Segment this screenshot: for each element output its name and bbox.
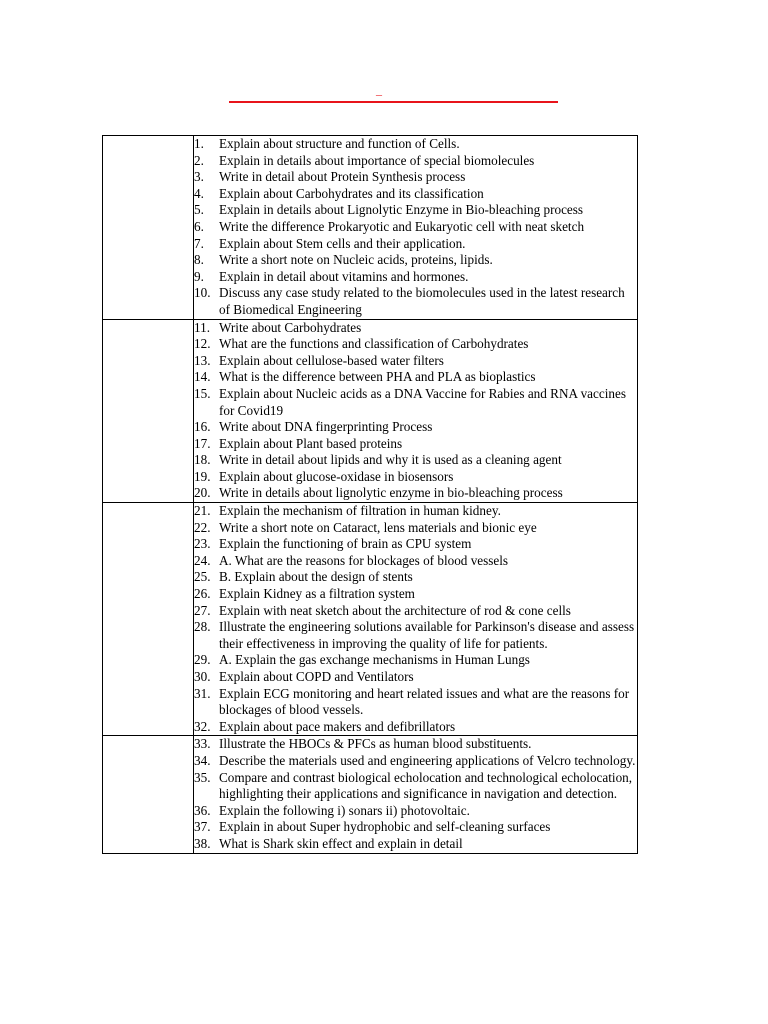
question-text: Explain about structure and function of Cells. bbox=[219, 136, 460, 151]
question-item bbox=[194, 186, 637, 203]
question-number: 26. bbox=[194, 586, 211, 602]
unit-label-cell bbox=[103, 136, 194, 320]
question-number: 9. bbox=[194, 268, 204, 284]
question-number: 8. bbox=[194, 252, 204, 268]
question-number: 20. bbox=[194, 485, 211, 501]
question-item bbox=[194, 386, 637, 419]
question-number: 25. bbox=[194, 569, 211, 585]
header-mark: _ bbox=[376, 83, 382, 97]
question-text: Illustrate the HBOCs & PFCs as human blood substituents. bbox=[219, 736, 532, 752]
question-text: Explain in detail about vitamins and hormones. bbox=[219, 268, 469, 284]
question-item bbox=[194, 136, 637, 153]
question-number: 18. bbox=[194, 452, 211, 468]
question-item bbox=[194, 436, 637, 453]
question-item bbox=[194, 219, 637, 236]
question-item bbox=[194, 320, 637, 337]
question-item bbox=[194, 503, 637, 520]
question-item bbox=[194, 803, 637, 820]
question-number: 31. bbox=[194, 685, 211, 701]
question-text: Explain about pace makers and defibrillators bbox=[219, 718, 456, 734]
question-item bbox=[194, 236, 637, 253]
question-number: 14. bbox=[194, 369, 211, 385]
question-list-cell bbox=[194, 319, 638, 503]
question-number: 7. bbox=[194, 235, 204, 251]
question-list-cell bbox=[194, 136, 638, 320]
question-item bbox=[194, 369, 637, 386]
question-item bbox=[194, 619, 637, 652]
question-number: 13. bbox=[194, 352, 211, 368]
question-list-cell bbox=[194, 503, 638, 736]
question-item bbox=[194, 686, 637, 719]
question-table bbox=[102, 135, 638, 854]
question-item bbox=[194, 353, 637, 370]
question-text: Write the difference Prokaryotic and Eukaryotic cell with neat sketch bbox=[219, 218, 585, 234]
question-item bbox=[194, 452, 637, 469]
question-text: Write a short note on Cataract, lens materials and bionic eye bbox=[219, 519, 537, 535]
question-text: Explain about COPD and Ventilators bbox=[219, 669, 414, 684]
question-item bbox=[194, 252, 637, 269]
question-number: 1. bbox=[194, 136, 204, 151]
question-number: 12. bbox=[194, 336, 211, 352]
question-number: 6. bbox=[194, 218, 204, 234]
question-number: 10. bbox=[194, 285, 211, 301]
question-item bbox=[194, 586, 637, 603]
question-text: Write about Carbohydrates bbox=[219, 319, 362, 335]
question-item bbox=[194, 520, 637, 537]
question-item bbox=[194, 202, 637, 219]
unit-section bbox=[103, 136, 638, 320]
question-item bbox=[194, 536, 637, 553]
question-number: 33. bbox=[194, 736, 211, 752]
question-number: 15. bbox=[194, 385, 211, 401]
question-number: 4. bbox=[194, 185, 204, 201]
unit-section bbox=[103, 503, 638, 736]
header-underline bbox=[229, 101, 558, 103]
question-item bbox=[194, 153, 637, 170]
question-item bbox=[194, 336, 637, 353]
question-text: Explain Kidney as a filtration system bbox=[219, 586, 415, 602]
unit-label-cell bbox=[103, 736, 194, 853]
question-number: 3. bbox=[194, 169, 204, 185]
question-item bbox=[194, 652, 637, 669]
question-number: 36. bbox=[194, 802, 211, 818]
question-number: 23. bbox=[194, 536, 211, 552]
question-item bbox=[194, 285, 637, 318]
question-text: Describe the materials used and engineering applications of Velcro technology. bbox=[219, 752, 636, 768]
question-number: 28. bbox=[194, 619, 211, 635]
question-number: 21. bbox=[194, 503, 211, 519]
question-item bbox=[194, 669, 637, 686]
question-text: Explain about Carbohydrates and its classification bbox=[219, 185, 484, 201]
question-text: Write in details about lignolytic enzyme in bio-bleaching process bbox=[219, 485, 563, 501]
question-number: 37. bbox=[194, 819, 211, 835]
question-text: What is Shark skin effect and explain in detail bbox=[219, 835, 463, 851]
question-text: Explain the functioning of brain as CPU system bbox=[219, 536, 472, 552]
question-number: 2. bbox=[194, 152, 204, 168]
question-number: 24. bbox=[194, 552, 211, 568]
question-text: What is the difference between PHA and PLA as bioplastics bbox=[219, 369, 536, 385]
question-item bbox=[194, 603, 637, 620]
question-text: Write a short note on Nucleic acids, proteins, lipids. bbox=[219, 252, 493, 268]
question-item bbox=[194, 719, 637, 736]
question-number: 34. bbox=[194, 752, 211, 768]
unit-label-cell bbox=[103, 319, 194, 503]
question-text: A. What are the reasons for blockages of blood vessels bbox=[219, 552, 509, 568]
question-item bbox=[194, 819, 637, 836]
question-number: 16. bbox=[194, 419, 211, 435]
question-item bbox=[194, 419, 637, 436]
question-text: Explain ECG monitoring and heart related issues and what are the reasons for blockages of blood vessels. bbox=[219, 685, 630, 718]
question-item bbox=[194, 753, 637, 770]
unit-section bbox=[103, 319, 638, 503]
question-number: 32. bbox=[194, 718, 211, 734]
question-text: Explain about cellulose-based water filters bbox=[219, 352, 444, 368]
unit-label-cell bbox=[103, 503, 194, 736]
question-text: B. Explain about the design of stents bbox=[219, 569, 413, 585]
question-text: Explain about Plant based proteins bbox=[219, 435, 403, 451]
question-text: Explain about Stem cells and their application. bbox=[219, 235, 466, 251]
question-item bbox=[194, 770, 637, 803]
question-number: 5. bbox=[194, 202, 204, 218]
question-number: 27. bbox=[194, 602, 211, 618]
question-item bbox=[194, 169, 637, 186]
question-number: 38. bbox=[194, 835, 211, 851]
question-item bbox=[194, 269, 637, 286]
question-number: 29. bbox=[194, 652, 211, 668]
question-text: Explain about Nucleic acids as a DNA Vaccine for Rabies and RNA vaccines for Covid19 bbox=[219, 385, 626, 418]
question-text: A. Explain the gas exchange mechanisms in Human Lungs bbox=[219, 652, 530, 668]
question-item bbox=[194, 569, 637, 586]
question-number: 17. bbox=[194, 435, 211, 451]
question-text: Write about DNA fingerprinting Process bbox=[219, 419, 433, 435]
question-text: Explain the mechanism of filtration in human kidney. bbox=[219, 503, 501, 519]
question-text: Write in detail about lipids and why it is used as a cleaning agent bbox=[219, 452, 562, 468]
question-item bbox=[194, 553, 637, 570]
question-number: 30. bbox=[194, 669, 211, 684]
question-text: What are the functions and classification of Carbohydrates bbox=[219, 336, 529, 352]
question-text: Explain in details about importance of special biomolecules bbox=[219, 152, 535, 168]
question-text: Explain in about Super hydrophobic and self-cleaning surfaces bbox=[219, 819, 551, 835]
question-item bbox=[194, 485, 637, 502]
question-number: 11. bbox=[194, 319, 210, 335]
question-text: Explain about glucose-oxidase in biosensors bbox=[219, 468, 454, 484]
question-item bbox=[194, 469, 637, 486]
question-text: Discuss any case study related to the biomolecules used in the latest research of Biomedical Engineering bbox=[219, 285, 625, 317]
question-text: Write in detail about Protein Synthesis process bbox=[219, 169, 466, 185]
question-number: 22. bbox=[194, 519, 211, 535]
question-item bbox=[194, 736, 637, 753]
question-text: Compare and contrast biological echolocation and technological echolocation, highlighting their applications and significance in navigation and detection. bbox=[219, 769, 633, 802]
unit-section bbox=[103, 736, 638, 853]
question-item bbox=[194, 836, 637, 853]
question-text: Explain the following i) sonars ii) photovoltaic. bbox=[219, 802, 470, 818]
question-number: 35. bbox=[194, 769, 211, 785]
question-number: 19. bbox=[194, 468, 211, 484]
question-text: Illustrate the engineering solutions available for Parkinson's disease and assess their effectiveness in improving the quality of life for patients. bbox=[219, 619, 635, 651]
question-text: Explain in details about Lignolytic Enzyme in Bio-bleaching process bbox=[219, 202, 584, 218]
question-list-cell bbox=[194, 736, 638, 853]
question-text: Explain with neat sketch about the architecture of rod & cone cells bbox=[219, 602, 571, 618]
